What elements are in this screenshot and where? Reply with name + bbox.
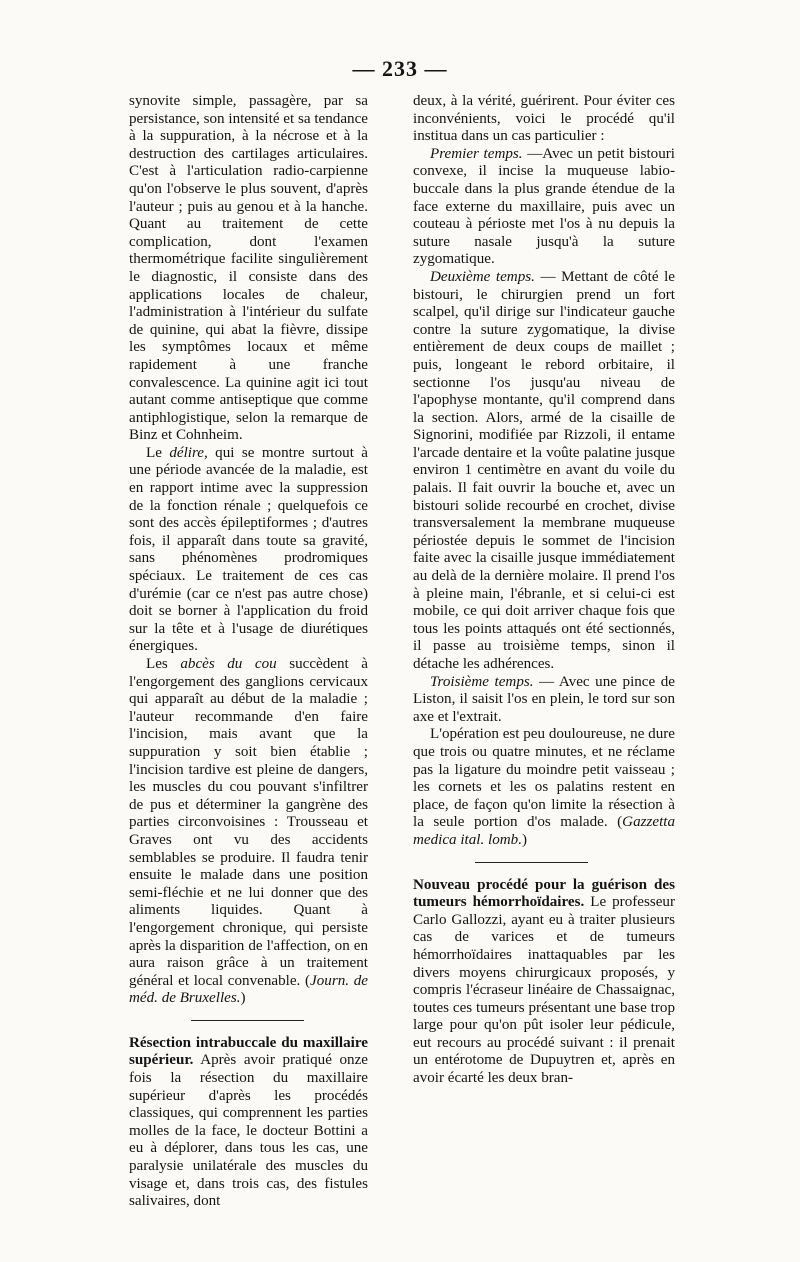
text: L'opération est peu douloureuse, ne dure que trois ou quatre minutes, et ne réclame pas la ligature du moindre petit vaisseau ; les cornets et les os palatins restent en place, de façon qu'on limite la résection à la seule portion d'os malade. ( [413, 726, 675, 831]
right-section [413, 877, 675, 1088]
text: — Avec une pince de Liston, il saisit l'os en plein, le tord sur son axe et l'extrait. [413, 673, 676, 725]
right-paragraph-2 [413, 146, 675, 269]
right-column [413, 93, 675, 1088]
left-paragraph-3 [129, 656, 368, 1008]
text: Les [146, 656, 181, 672]
text: Le [146, 444, 170, 461]
text: , qui se montre surtout à une période avancée de la maladie, est en rapport intime avec la suppression de la fonction rénale ; quelquefois ce sont des accès épileptiformes ; d'autres fois, il apparaît dans toute sa gravité, sans phénomènes prodromiques spéciaux. Le traitement de ces cas d'urémie (car ce n'est pas autre chose) doit se borner à l'application du froid sur la tête et à l'usage de diurétiques énergiques. [129, 444, 368, 655]
right-paragraph-3 [413, 269, 675, 674]
source-citation: Gazzetta medica ital. lomb. [413, 814, 675, 848]
section-heading: Résection intrabuccale du maxillaire supérieur. [129, 1034, 368, 1069]
left-section [129, 1035, 368, 1211]
section-heading: Nouveau procédé pour la guérison des tumeurs hémorrhoïdaires. [413, 876, 675, 911]
italic-term: Troisième temps. [430, 673, 534, 690]
section-body: Le professeur Carlo Gallozzi, ayant eu à traiter plusieurs cas de varices et de tumeurs hémorrhoïdaires inattaquables par les divers moyens chirurgicaux proposés, y compris l'écraseur linéaire de Chassaignac, toutes ces tumeurs présentant une base trop large pour qu'on pût isoler leur pédicule, eut recours au procédé suivant : il prenait un entérotome de Dupuytren et, après en avoir écarté les deux bran- [413, 894, 675, 1087]
text: ) [240, 990, 246, 1007]
section-body: Après avoir pratiqué onze fois la résection du maxillaire supérieur d'après les procédés classiques, qui comprennent les parties molles de la face, le docteur Bottini a eu à déplorer, dans tous les cas, une paralysie unilatérale des muscles du visage et, dans trois cas, des fistules salivaires, dont [129, 1052, 368, 1210]
text: succèdent à l'engorgement des ganglions cervicaux qui apparaît au début de la maladie ; l'auteur recommande d'en faire l'incision, mais avant que la suppuration y soit bien établie ; l'incision tardive est pleine de dangers, les muscles du cou pouvant s'infiltrer de pus et déterminer la gangrène des parties circonvoisines : Trousseau et Graves ont vu des accidents semblables se produire. Il faudra tenir ensuite le malade dans une position semi-fléchie et ne lui donner que des aliments liquides. Quant à l'engorgement chronique, qui persiste après la disparition de l'affection, on en aura raison grâce à un traitement général et local convenable. ( [129, 656, 368, 989]
right-paragraph-5 [413, 726, 675, 849]
text: — Mettant de côté le bistouri, le chirurgien prend un fort scalpel, qu'il dirige sur l'indicateur gauche contre la suture zygomatique, la divise entièrement de deux coups de maillet ; puis, longeant le rebord orbitaire, il sectionne l'os jusqu'au niveau de l'apophyse montante, qu'il comprend dans la section. Alors, armé de la cisaille de Signorini, modifiée par Rizzoli, il entame l'arcade dentaire et la voûte palatine jusque environ 1 centimètre en avant du voile du palais. Il fait ouvrir la bouche et, avec un bistouri solide recourbé en crochet, divise transversalement la membrane muqueuse périostée depuis le sommet de l'incision faite avec la cisaille jusque immédiatement au delà de la dernière molaire. Il prend l'os à pleine main, l'ébranle, et si celui-ci est mobile, ce qui doit arriver chaque fois que tous les points attaqués ont été sectionnés, il passe au troisième temps, sinon il détache les adhérences. [413, 268, 675, 672]
right-paragraph-1: deux, à la vérité, guérirent. Pour éviter ces inconvénients, voici le procédé qu'il institua dans un cas particulier : [413, 93, 675, 145]
text: ) [522, 831, 528, 848]
page-number: — 233 — [352, 56, 448, 81]
italic-term: Deuxième temps. [430, 268, 535, 285]
left-column [129, 93, 368, 1211]
section-divider [475, 862, 588, 863]
text: —Avec un petit bistouri convexe, il incise la muqueuse labio-buccale dans la plus grande étendue de la face externe du maxillaire, puis avec un couteau à périoste met l'os à nu depuis la suture nasale jusqu'à la suture zygomatique. [413, 145, 675, 268]
section-divider [191, 1020, 304, 1021]
italic-term: Premier temps. [430, 145, 523, 162]
italic-term: délire [169, 444, 204, 461]
right-paragraph-4 [413, 674, 675, 727]
italic-term: abcès du cou [180, 656, 277, 672]
left-paragraph-2 [129, 445, 368, 656]
source-citation: Journ. de méd. de Bruxelles. [129, 972, 368, 1007]
left-paragraph-1: synovite simple, passagère, par sa persistance, son intensité et sa tendance à la suppuration, à la nécrose et à la destruction des cartilages articulaires. C'est à l'articulation radio-carpienne qu'on l'observe le plus souvent, d'après l'auteur ; puis au genou et à la hanche. Quant au traitement de cette complication, dont l'examen thermométrique facilite singulièrement le diagnostic, il consiste dans des applications locales de chaleur, l'administration à l'intérieur du sulfate de quinine, qui abat la fièvre, dissipe les symptômes locaux et même rapidement à une franche convalescence. La quinine agit ici tout autant comme antiseptique que comme antiphlogistique, selon la remarque de Binz et Cohnheim. [129, 93, 368, 444]
